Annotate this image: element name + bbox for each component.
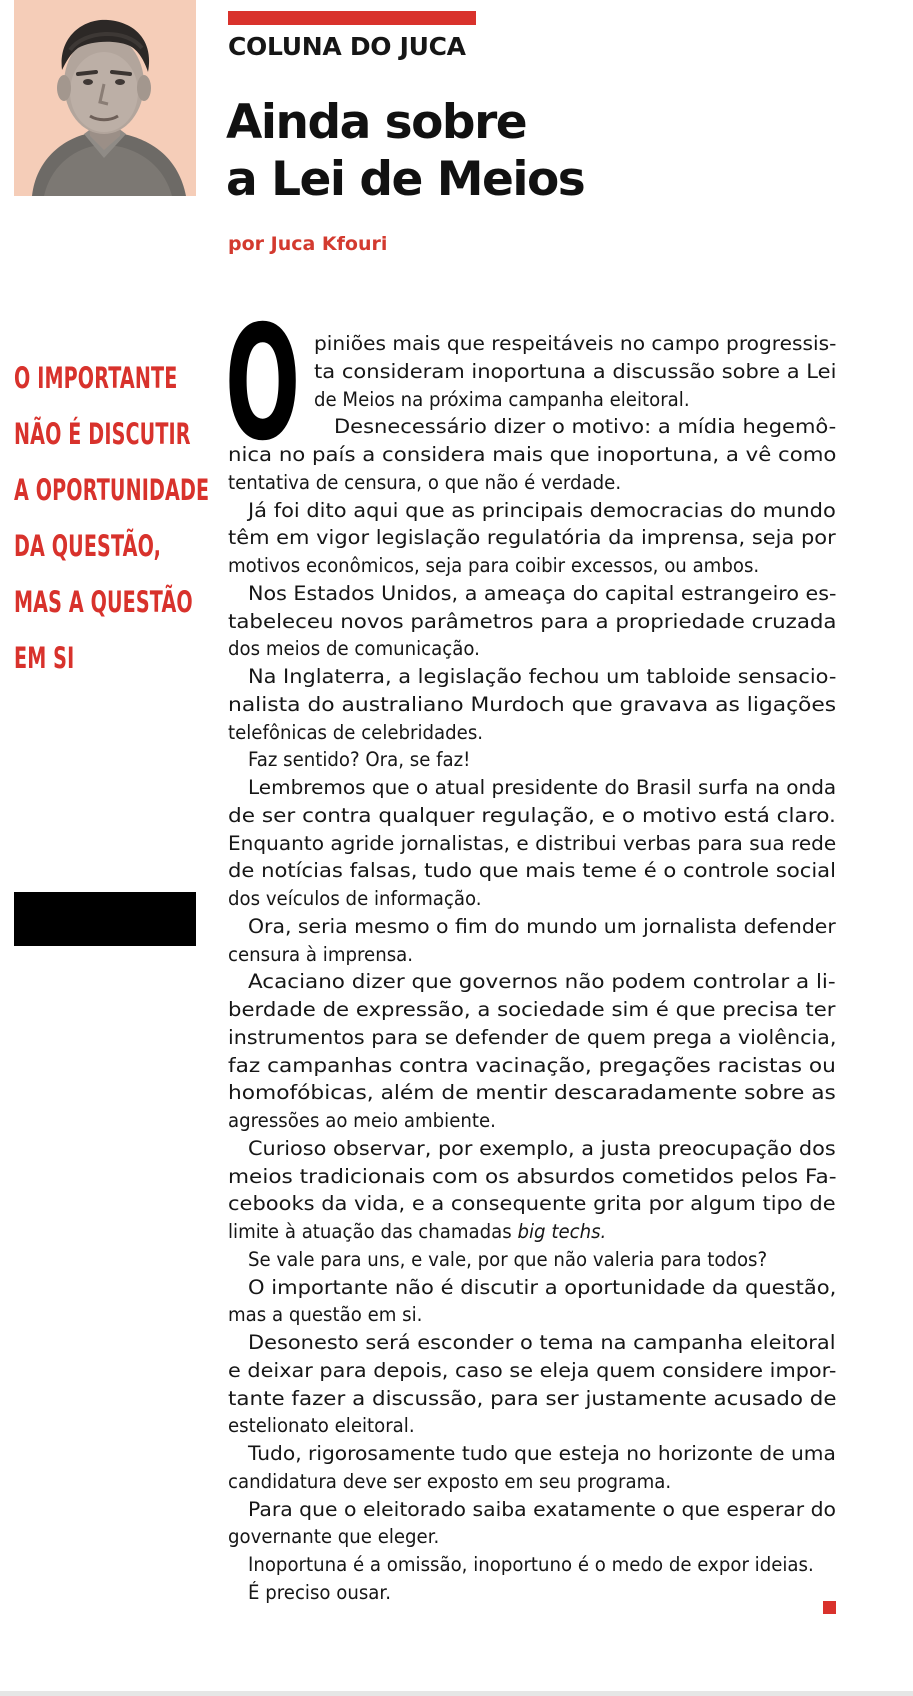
body-line: mas a questão em si. <box>228 1303 423 1327</box>
body-line: nalista do australiano Murdoch que gravava as ligações <box>228 692 837 716</box>
byline: por Juca Kfouri <box>228 233 388 255</box>
pull-quote-line: DA QUESTÃO, <box>14 529 161 563</box>
body-line: Enquanto agride jornalistas, e distribui verbas para sua rede <box>228 831 837 855</box>
body-line: de ser contra qualquer regulação, e o motivo está claro. <box>228 803 836 827</box>
body-line: Nos Estados Unidos, a ameaça do capital estrangeiro es- <box>248 581 837 605</box>
body-line: Faz sentido? Ora, se faz! <box>248 748 471 772</box>
body-line: homofóbicas, além de mentir descaradamente sobre as <box>228 1081 836 1105</box>
body-line: Desnecessário dizer o motivo: a mídia hegemô- <box>334 415 837 439</box>
body-line: tentativa de censura, o que não é verdade. <box>228 470 622 494</box>
body-line: governante que eleger. <box>228 1525 440 1549</box>
body-line: Curioso observar, por exemplo, a justa preocupação dos <box>248 1136 836 1160</box>
body-line-with-italic <box>228 1220 606 1244</box>
body-line: estelionato eleitoral. <box>228 1414 415 1438</box>
pull-quote-line: O IMPORTANTE <box>14 361 178 395</box>
headline-line-2: a Lei de Meios <box>226 152 585 207</box>
body-line: Acaciano dizer que governos não podem controlar a li- <box>248 970 836 994</box>
body-line: tante fazer a discussão, para ser justamente acusado de <box>228 1386 837 1410</box>
column-kicker: COLUNA DO JUCA <box>228 32 466 61</box>
pull-quote-line: MAS A QUESTÃO <box>14 585 193 619</box>
body-line: censura à imprensa. <box>228 942 414 966</box>
body-line: meios tradicionais com os absurdos cometidos pelos Fa- <box>228 1164 837 1188</box>
body-line: nica no país a considera mais que inoportuna, a vê como <box>228 443 837 466</box>
body-line: instrumentos para se defender de quem prega a violência, <box>228 1025 837 1049</box>
body-line: Já foi dito aqui que as principais democracias do mundo <box>248 498 836 522</box>
pull-quote-line: EM SI <box>14 641 75 675</box>
pull-quote-line: A OPORTUNIDADE <box>14 473 210 507</box>
body-line: O importante não é discutir a oportunidade da questão, <box>248 1275 837 1299</box>
body-line: Ora, seria mesmo o fim do mundo um jornalista defender <box>248 914 836 938</box>
body-line: de Meios na próxima campanha eleitoral. <box>314 387 690 411</box>
body-line: É preciso ousar. <box>248 1580 391 1604</box>
body-line: de notícias falsas, tudo que mais teme é o controle social <box>228 859 836 883</box>
body-line: tabeleceu novos parâmetros para a propriedade cruzada <box>228 609 837 633</box>
body-line: ta consideram inoportuna a discussão sobre a Lei <box>314 359 837 383</box>
body-line: Tudo, rigorosamente tudo que esteja no horizonte de uma <box>248 1442 836 1465</box>
body-line: faz campanhas contra vacinação, pregações racistas ou <box>228 1053 836 1077</box>
body-line: dos meios de comunicação. <box>228 637 480 661</box>
body-line: piniões mais que respeitáveis no campo progressis- <box>314 332 837 355</box>
body-line-text: limite à atuação das chamadas <box>228 1220 512 1243</box>
body-line: e deixar para depois, caso se eleja quem considere impor- <box>228 1358 837 1382</box>
body-line: Para que o eleitorado saiba exatamente o que esperar do <box>248 1497 837 1521</box>
body-line: candidatura deve ser exposto em seu programa. <box>228 1469 672 1493</box>
body-line: dos veículos de informação. <box>228 887 482 910</box>
body-line: Inoportuna é a omissão, inoportuno é o medo de expor ideias. <box>248 1553 814 1576</box>
body-line: berdade de expressão, a sociedade sim é que precisa ter <box>228 998 836 1021</box>
end-mark-square <box>823 1601 836 1614</box>
body-line: cebooks da vida, e a consequente grita por algum tipo de <box>228 1192 836 1216</box>
body-line: Na Inglaterra, a legislação fechou um tabloide sensacio- <box>248 665 837 688</box>
body-line: têm em vigor legislação regulatória da imprensa, seja por <box>228 526 836 550</box>
italic-phrase: big techs. <box>517 1220 607 1243</box>
body-line: telefônicas de celebridades. <box>228 720 484 744</box>
pull-quote-line: NÃO É DISCUTIR <box>14 417 191 451</box>
body-line: Se vale para uns, e vale, por que não valeria para todos? <box>248 1247 768 1271</box>
body-line: Lembremos que o atual presidente do Brasil surfa na onda <box>248 776 837 799</box>
body-line: agressões ao meio ambiente. <box>228 1109 496 1132</box>
body-line: Desonesto será esconder o tema na campanha eleitoral <box>248 1331 836 1354</box>
drop-cap: O <box>225 292 301 476</box>
headline-line-1: Ainda sobre <box>226 95 527 150</box>
page-bottom-edge <box>0 1691 913 1696</box>
body-line: motivos econômicos, seja para coibir excessos, ou ambos. <box>228 554 760 577</box>
